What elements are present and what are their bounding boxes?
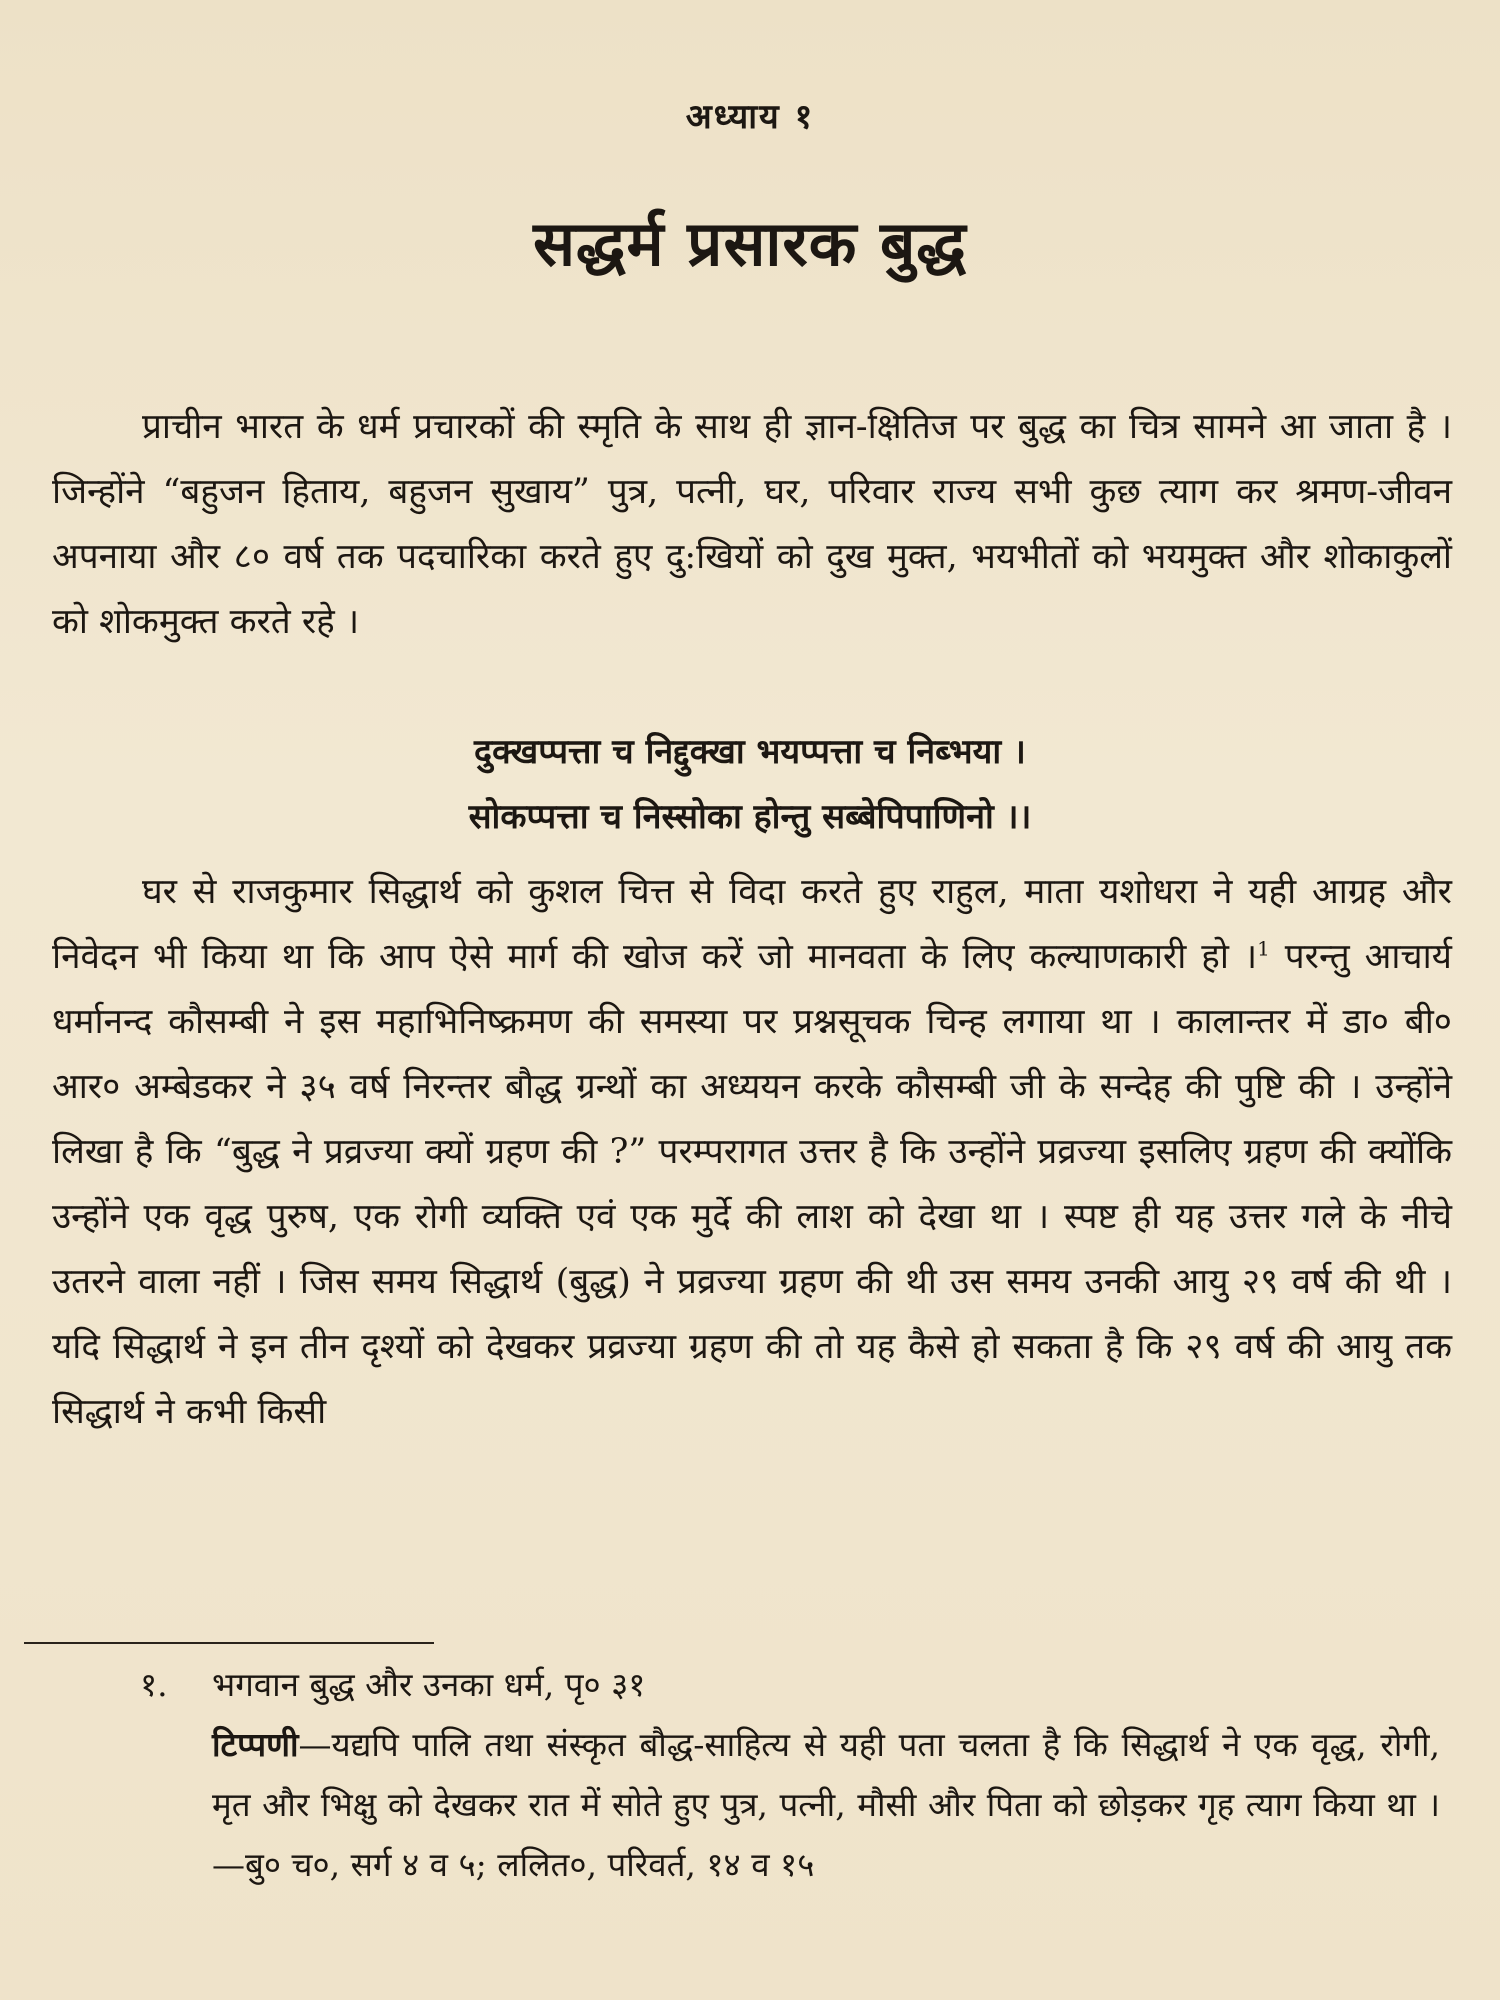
paragraph-2-text-a: घर से राजकुमार सिद्धार्थ को कुशल चित्त से विदा करते हुए राहुल, माता यशोधरा ने यही आग्रह और निवेदन भी किया था कि आप ऐसे मार्ग की खोज करें जो मानवता के लिए कल्याणकारी हो । — [52, 872, 1452, 977]
footnote-note — [212, 1715, 1440, 1895]
footnote-reference: 1 — [1257, 936, 1270, 961]
verse-line-1: दुक्खप्पत्ता च निद्दुक्खा भयप्पत्ता च निब्भया । — [474, 732, 1026, 772]
footnote-note-text: —यद्यपि पालि तथा संस्कृत बौद्ध-साहित्य से यही पता चलता है कि सिद्धार्थ ने एक वृद्ध, रोगी, मृत और भिक्षु को देखकर रात में सोते हुए पुत्र, पत्नी, मौसी और पिता को छोड़कर गृह त्याग किया था । —बु० च०, सर्ग ४ व ५; ललित०, परिवर्त, १४ व १५ — [212, 1725, 1440, 1884]
chapter-title: सद्धर्म प्रसारक बुद्ध — [533, 207, 967, 280]
footnote-divider — [24, 1642, 434, 1644]
verse-line-2: सोकप्पत्ता च निस्सोका होन्तु सब्बेपिपाणिनो ।। — [468, 797, 1032, 837]
footnote-number: १. — [140, 1665, 168, 1704]
footnote — [140, 1655, 1440, 1895]
paragraph-2-text-b: परन्तु आचार्य धर्मानन्द कौसम्बी ने इस महाभिनिष्क्रमण की समस्या पर प्रश्नसूचक चिन्ह लगाया था । कालान्तर में डा० बी० आर० अम्बेडकर ने ३५ वर्ष निरन्तर बौद्ध ग्रन्थों का अध्ययन करके कौसम्बी जी के सन्देह की पुष्टि की । उन्होंने लिखा है कि “बुद्ध ने प्रव्रज्या क्यों ग्रहण की ?” परम्परागत उत्तर है कि उन्होंने प्रव्रज्या इसलिए ग्रहण की क्योंकि उन्होंने एक वृद्ध पुरुष, एक रोगी व्यक्ति एवं एक मुर्दे की लाश को देखा था । स्पष्ट ही यह उत्तर गले के नीचे उतरने वाला नहीं । जिस समय सिद्धार्थ (बुद्ध) ने प्रव्रज्या ग्रहण की थी उस समय उनकी आयु २९ वर्ष की थी । यदि सिद्धार्थ ने इन तीन दृश्यों को देखकर प्रव्रज्या ग्रहण की तो यह कैसे हो सकता है कि २९ वर्ष की आयु तक सिद्धार्थ ने कभी किसी — [52, 937, 1452, 1432]
paragraph-2 — [52, 860, 1452, 1445]
paragraph-1 — [52, 395, 1452, 655]
footnote-citation: भगवान बुद्ध और उनका धर्म, पृ० ३१ — [212, 1665, 646, 1704]
paragraph-1-text: प्राचीन भारत के धर्म प्रचारकों की स्मृति के साथ ही ज्ञान-क्षितिज पर बुद्ध का चित्र सामने आ जाता है । जिन्होंने “बहुजन हिताय, बहुजन सुखाय” पुत्र, पत्नी, घर, परिवार राज्य सभी कुछ त्याग कर श्रमण-जीवन अपनाया और ८० वर्ष तक पदचारिका करते हुए दु:खियों को दुख मुक्त, भयभीतों को भयमुक्त और शोकाकुलों को शोकमुक्त करते रहे । — [52, 407, 1452, 642]
pali-verse — [0, 720, 1500, 850]
chapter-label: अध्याय १ — [685, 97, 815, 137]
footnote-citation-line — [140, 1655, 1440, 1715]
footnote-note-label: टिप्पणी — [212, 1725, 299, 1764]
